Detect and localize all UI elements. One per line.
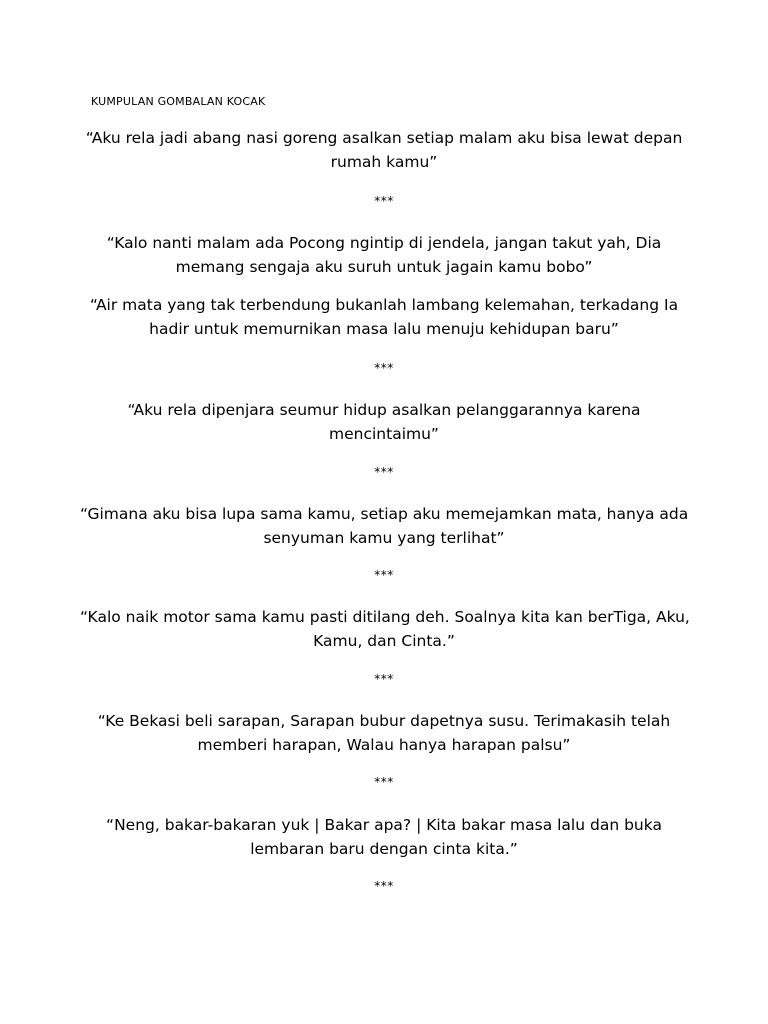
separator: *** — [374, 672, 394, 686]
separator: *** — [374, 465, 394, 479]
quote-line: “Kalo nanti malam ada Pocong ngintip di jendela, jangan takut yah, Dia — [106, 234, 662, 252]
separator: *** — [374, 194, 394, 208]
quote-2 — [80, 231, 688, 279]
quote-1 — [80, 126, 688, 174]
quote-line: hadir untuk memurnikan masa lalu menuju kehidupan baru” — [149, 320, 619, 338]
quote-line: “Ke Bekasi beli sarapan, Sarapan bubur dapetnya susu. Terimakasih telah — [97, 712, 671, 730]
quote-line: Kamu, dan Cinta.” — [313, 632, 455, 650]
separator: *** — [374, 361, 394, 375]
document-title: KUMPULAN GOMBALAN KOCAK — [91, 95, 266, 108]
separator: *** — [374, 775, 394, 789]
quote-line: lembaran baru dengan cinta kita.” — [250, 840, 518, 858]
quote-5 — [80, 502, 688, 550]
quote-7 — [80, 709, 688, 757]
quote-line: “Gimana aku bisa lupa sama kamu, setiap aku memejamkan mata, hanya ada — [80, 505, 689, 523]
quote-line: “Air mata yang tak terbendung bukanlah lambang kelemahan, terkadang Ia — [89, 296, 679, 314]
separator: *** — [374, 568, 394, 582]
quote-line: rumah kamu” — [330, 153, 438, 171]
quote-4 — [80, 398, 688, 446]
quote-line: “Aku rela dipenjara seumur hidup asalkan pelanggarannya karena — [127, 401, 641, 419]
quote-6 — [80, 605, 688, 653]
separator: *** — [374, 879, 394, 893]
quote-line: “Aku rela jadi abang nasi goreng asalkan setiap malam aku bisa lewat depan — [85, 129, 683, 147]
quote-line: memang sengaja aku suruh untuk jagain kamu bobo” — [175, 258, 593, 276]
quote-line: “Kalo naik motor sama kamu pasti ditilang deh. Soalnya kita kan berTiga, Aku, — [80, 608, 690, 626]
quote-3 — [80, 293, 688, 341]
quote-line: “Neng, bakar-bakaran yuk | Bakar apa? | Kita bakar masa lalu dan buka — [106, 816, 662, 834]
quote-line: senyuman kamu yang terlihat” — [263, 529, 505, 547]
quote-8 — [80, 813, 688, 861]
quote-line: memberi harapan, Walau hanya harapan palsu” — [197, 736, 571, 754]
quote-line: mencintaimu” — [329, 425, 439, 443]
